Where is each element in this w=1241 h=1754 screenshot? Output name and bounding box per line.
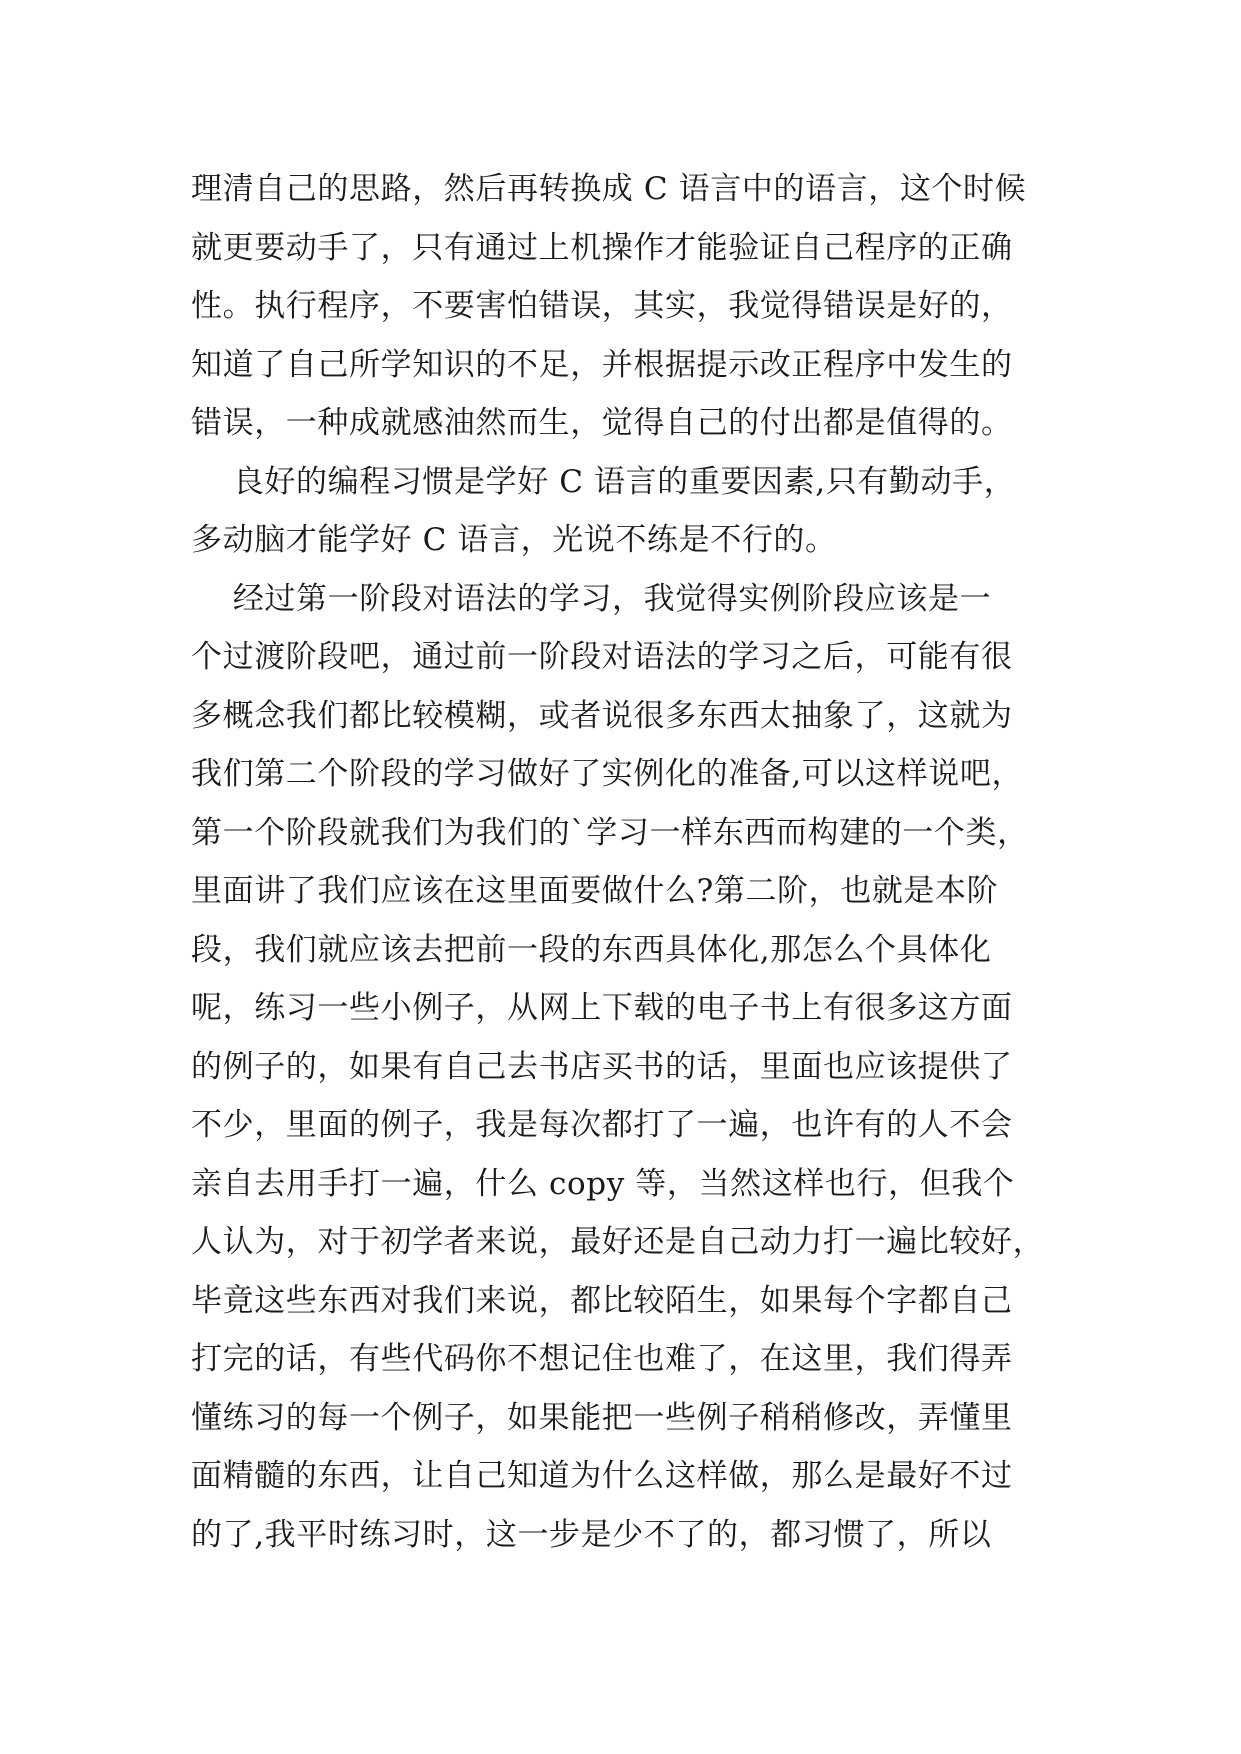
text-line: 性。执行程序，不要害怕错误，其实，我觉得错误是好的， [191,288,1013,324]
text-line: 个过渡阶段吧，通过前一阶段对语法的学习之后，可能有很 [191,639,1013,675]
text-line: 段，我们就应该去把前一段的东西具体化,那怎么个具体化 [191,931,992,968]
text-line: 就更要动手了，只有通过上机操作才能验证自己程序的正确 [191,229,1013,266]
text-line: 人认为，对于初学者来说，最好还是自己动力打一遍比较好， [191,1224,1045,1260]
text-line: 懂练习的每一个例子，如果能把一些例子稍稍修改，弄懂里 [191,1399,1013,1436]
text-line: 第一个阶段就我们为我们的`学习一样东西而构建的一个类， [191,814,1029,851]
body-text [191,160,1071,1564]
text-line: 里面讲了我们应该在这里面要做什么?第二阶，也就是本阶 [191,873,999,909]
text-line: 我们第二个阶段的学习做好了实例化的准备,可以这样说吧， [191,756,1024,792]
text-line: 呢，练习一些小例子，从网上下载的电子书上有很多这方面 [191,990,1013,1026]
text-line: 错误，一种成就感油然而生，觉得自己的付出都是值得的。 [191,405,1013,441]
text-line: 经过第一阶段对语法的学习，我觉得实例阶段应该是一 [191,580,992,617]
text-line: 亲自去用手打一遍，什么 copy 等，当然这样也行，但我个 [191,1165,1015,1202]
text-line: 的了,我平时练习时，这一步是少不了的，都习惯了，所以 [191,1516,992,1553]
text-line: 的例子的，如果有自己去书店买书的话，里面也应该提供了 [191,1048,1013,1085]
text-line: 面精髓的东西，让自己知道为什么这样做，那么是最好不过 [191,1458,1013,1494]
text-line: 知道了自己所学知识的不足，并根据提示改正程序中发生的 [191,346,1013,383]
text-line: 不少，里面的例子，我是每次都打了一遍，也许有的人不会 [191,1107,1013,1143]
text-line: 多概念我们都比较模糊，或者说很多东西太抽象了，这就为 [191,697,1013,734]
text-line: 打完的话，有些代码你不想记住也难了，在这里，我们得弄 [191,1341,1013,1377]
text-line: 良好的编程习惯是学好 C 语言的重要因素,只有勤动手， [191,463,1016,500]
text-line: 毕竟这些东西对我们来说，都比较陌生，如果每个字都自己 [191,1282,1013,1319]
text-line: 多动脑才能学好 C 语言，光说不练是不行的。 [191,522,837,558]
text-line: 理清自己的思路，然后再转换成 C 语言中的语言，这个时候 [191,171,1027,207]
